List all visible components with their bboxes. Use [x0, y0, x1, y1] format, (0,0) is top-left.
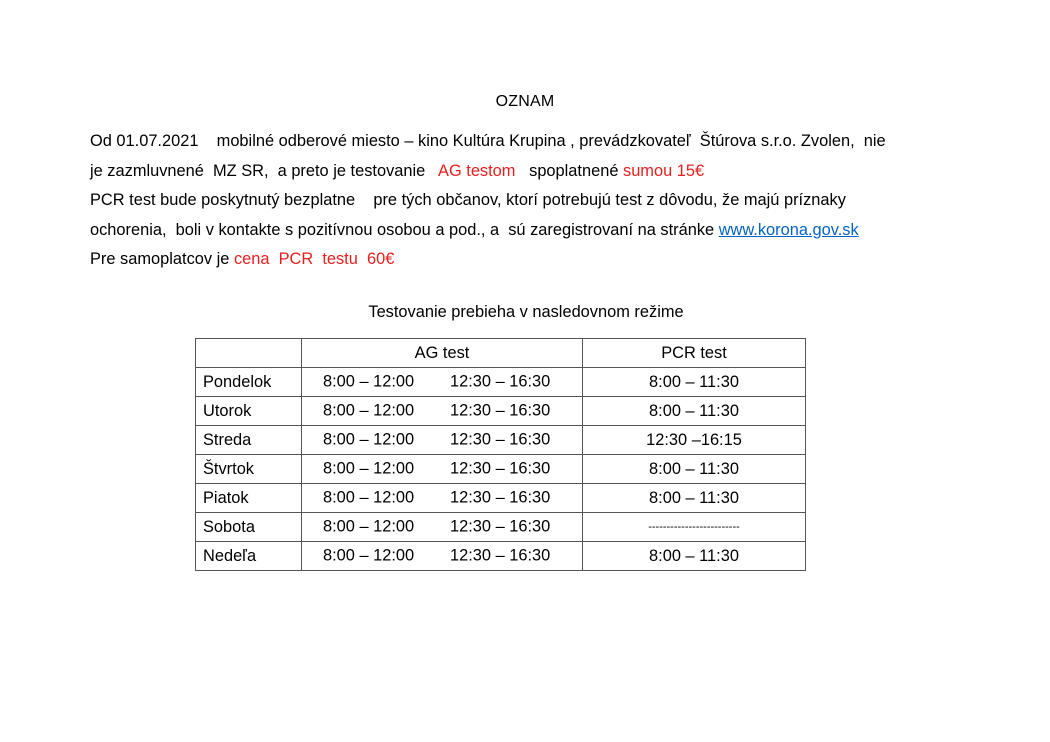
row-day: Nedeľa	[196, 542, 302, 571]
ag-morning: 8:00 – 12:00	[323, 459, 415, 478]
table-row	[196, 397, 806, 426]
ag-afternoon: 12:30 – 16:30	[450, 401, 551, 420]
row-day: Sobota	[196, 513, 302, 542]
notice-line-2	[90, 157, 990, 187]
table-row	[196, 368, 806, 397]
notice-line-4-part1: ochorenia, boli v kontakte s pozitívnou osobou a pod., a sú zaregistrovaní na stránke	[90, 220, 719, 239]
row-day: Pondelok	[196, 368, 302, 397]
row-ag-times	[302, 426, 583, 455]
ag-morning: 8:00 – 12:00	[323, 488, 415, 507]
schedule-subtitle: Testovanie prebieha v nasledovnom režime	[368, 303, 684, 321]
ag-afternoon: 12:30 – 16:30	[450, 488, 551, 507]
row-pcr-time: 8:00 – 11:30	[583, 542, 806, 571]
row-ag-times	[302, 397, 583, 426]
header-pcr-test: PCR test	[583, 339, 806, 368]
row-ag-times	[302, 484, 583, 513]
schedule-table	[195, 338, 806, 571]
ag-morning: 8:00 – 12:00	[323, 546, 415, 565]
row-ag-times	[302, 455, 583, 484]
ag-afternoon: 12:30 – 16:30	[450, 430, 551, 449]
notice-line-2-part2: spoplatnené	[520, 161, 623, 180]
ag-afternoon: 12:30 – 16:30	[450, 372, 551, 391]
table-row	[196, 513, 806, 542]
row-day: Streda	[196, 426, 302, 455]
row-ag-times	[302, 513, 583, 542]
row-pcr-time: 8:00 – 11:30	[583, 368, 806, 397]
row-day: Piatok	[196, 484, 302, 513]
ag-morning: 8:00 – 12:00	[323, 401, 415, 420]
table-row	[196, 484, 806, 513]
header-day	[196, 339, 302, 368]
notice-title: OZNAM	[495, 93, 555, 110]
row-pcr-time: 12:30 –16:15	[583, 426, 806, 455]
row-pcr-time: 8:00 – 11:30	[583, 455, 806, 484]
price-15-highlight: sumou 15€	[623, 161, 705, 180]
ag-afternoon: 12:30 – 16:30	[450, 517, 551, 536]
korona-gov-link[interactable]: www.korona.gov.sk	[718, 220, 859, 239]
notice-line-1-text: Od 01.07.2021 mobilné odberové miesto – kino Kultúra Krupina , prevádzkovateľ Štúrova s.r.o. Zvolen, nie	[90, 132, 886, 150]
ag-afternoon: 12:30 – 16:30	[450, 459, 551, 478]
ag-test-highlight: AG testom	[434, 161, 521, 180]
row-ag-times	[302, 368, 583, 397]
row-pcr-time: 8:00 – 11:30	[583, 484, 806, 513]
notice-body	[90, 127, 990, 275]
notice-line-3-text: PCR test bude poskytnutý bezplatne pre tých občanov, ktorí potrebujú test z dôvodu, že majú príznaky	[90, 191, 846, 210]
row-day: Štvrtok	[196, 455, 302, 484]
row-day: Utorok	[196, 397, 302, 426]
table-row	[196, 426, 806, 455]
ag-morning: 8:00 – 12:00	[323, 517, 415, 536]
notice-line-5	[90, 245, 990, 275]
table-row	[196, 455, 806, 484]
row-pcr-time: -------------------------	[583, 513, 806, 542]
notice-line-4	[90, 216, 990, 246]
table-row	[196, 542, 806, 571]
header-ag-test: AG test	[302, 339, 583, 368]
table-header-row	[196, 339, 806, 368]
ag-afternoon: 12:30 – 16:30	[450, 546, 551, 565]
pcr-price-highlight: cena PCR testu 60€	[233, 250, 395, 269]
row-ag-times	[302, 542, 583, 571]
notice-line-3	[90, 186, 990, 216]
ag-morning: 8:00 – 12:00	[323, 430, 415, 449]
notice-line-1	[90, 127, 990, 157]
row-pcr-time: 8:00 – 11:30	[583, 397, 806, 426]
ag-morning: 8:00 – 12:00	[323, 372, 415, 391]
notice-line-5-part1: Pre samoplatcov je	[90, 250, 234, 269]
notice-line-2-part1: je zazmluvnené MZ SR, a preto je testovanie	[90, 161, 435, 180]
